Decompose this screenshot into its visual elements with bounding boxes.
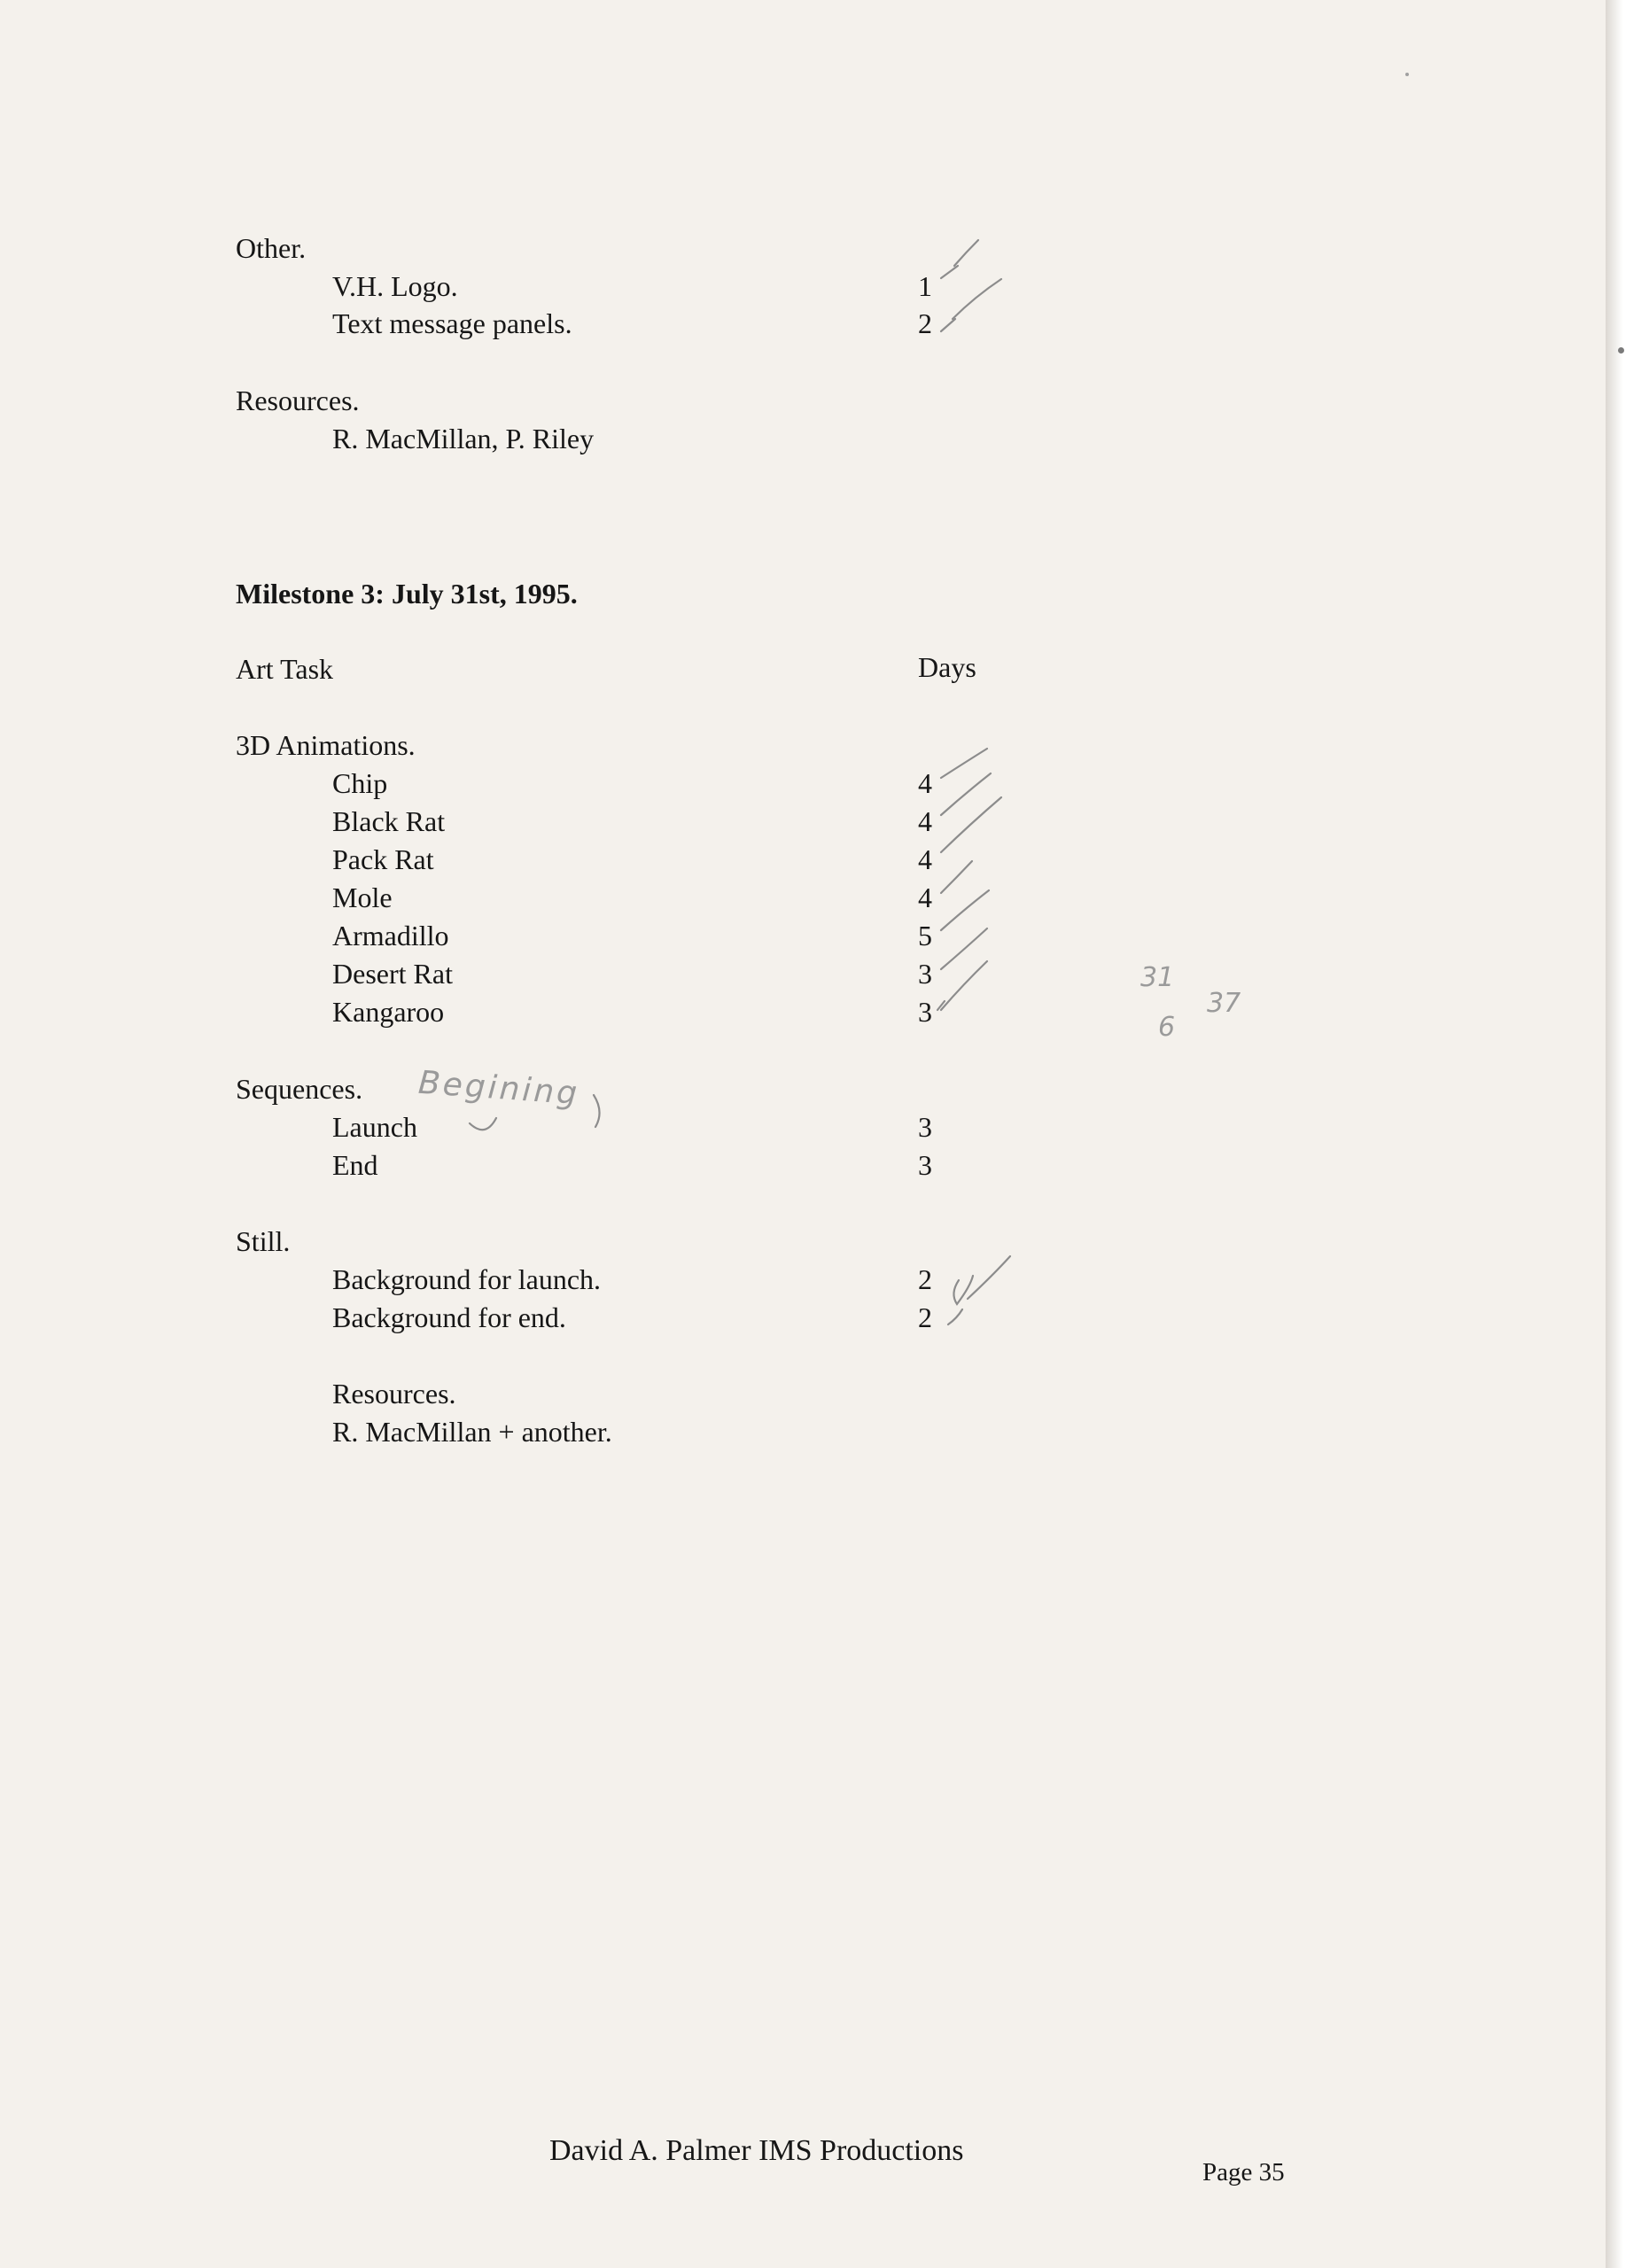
list-item-days: 2 bbox=[918, 307, 932, 339]
list-item-label: Black Rat bbox=[332, 805, 446, 837]
scan-speck bbox=[1405, 73, 1409, 76]
resources-names: R. MacMillan, P. Riley bbox=[332, 423, 595, 454]
list-item-days: 4 bbox=[918, 805, 932, 837]
list-item-days: 3 bbox=[918, 1111, 932, 1143]
list-item-label: V.H. Logo. bbox=[332, 270, 458, 302]
list-item-days: 5 bbox=[918, 920, 932, 951]
list-item-days: 3 bbox=[918, 958, 932, 990]
handwritten-note: Begining bbox=[416, 1064, 581, 1113]
page-number: Page 35 bbox=[1202, 2158, 1285, 2186]
still-heading: Still. bbox=[236, 1225, 291, 1257]
list-item-label: Pack Rat bbox=[332, 843, 434, 875]
list-item-label: Launch bbox=[332, 1111, 417, 1143]
handwritten-sum: 6 bbox=[1158, 1012, 1176, 1043]
list-item-label: Kangaroo bbox=[332, 996, 445, 1028]
list-item-label: End bbox=[332, 1149, 378, 1181]
resources-names: R. MacMillan + another. bbox=[332, 1416, 612, 1448]
scan-speck bbox=[1618, 347, 1624, 353]
sequences-heading: Sequences. bbox=[236, 1073, 363, 1105]
list-item-days: 2 bbox=[918, 1301, 932, 1333]
milestone-title: Milestone 3: July 31st, 1995. bbox=[236, 578, 578, 610]
list-item-days: 2 bbox=[918, 1263, 932, 1295]
handwritten-sum: 31 bbox=[1140, 962, 1175, 993]
animations-heading: 3D Animations. bbox=[236, 729, 416, 761]
list-item-label: Background for end. bbox=[332, 1301, 566, 1333]
handwritten-sum-total: 37 bbox=[1207, 988, 1241, 1019]
footer-company: David A. Palmer IMS Productions bbox=[549, 2134, 964, 2167]
list-item-label: Mole bbox=[332, 882, 393, 913]
list-item-label: Text message panels. bbox=[332, 307, 572, 339]
list-item-days: 1 bbox=[918, 270, 932, 302]
list-item-days: 4 bbox=[918, 767, 932, 799]
list-item-days: 4 bbox=[918, 882, 932, 913]
other-heading: Other. bbox=[236, 232, 307, 264]
resources-heading: Resources. bbox=[332, 1378, 456, 1410]
resources-heading: Resources. bbox=[236, 384, 360, 416]
column-header-task: Art Task bbox=[236, 653, 334, 685]
scan-edge bbox=[1606, 0, 1649, 2268]
list-item-label: Background for launch. bbox=[332, 1263, 602, 1295]
list-item-label: Armadillo bbox=[332, 920, 449, 951]
list-item-label: Chip bbox=[332, 767, 388, 799]
list-item-label: Desert Rat bbox=[332, 958, 453, 990]
list-item-days: 3 bbox=[918, 1149, 932, 1181]
column-header-days: Days bbox=[918, 651, 976, 683]
list-item-days: 3 bbox=[918, 996, 932, 1028]
list-item-days: 4 bbox=[918, 843, 932, 875]
